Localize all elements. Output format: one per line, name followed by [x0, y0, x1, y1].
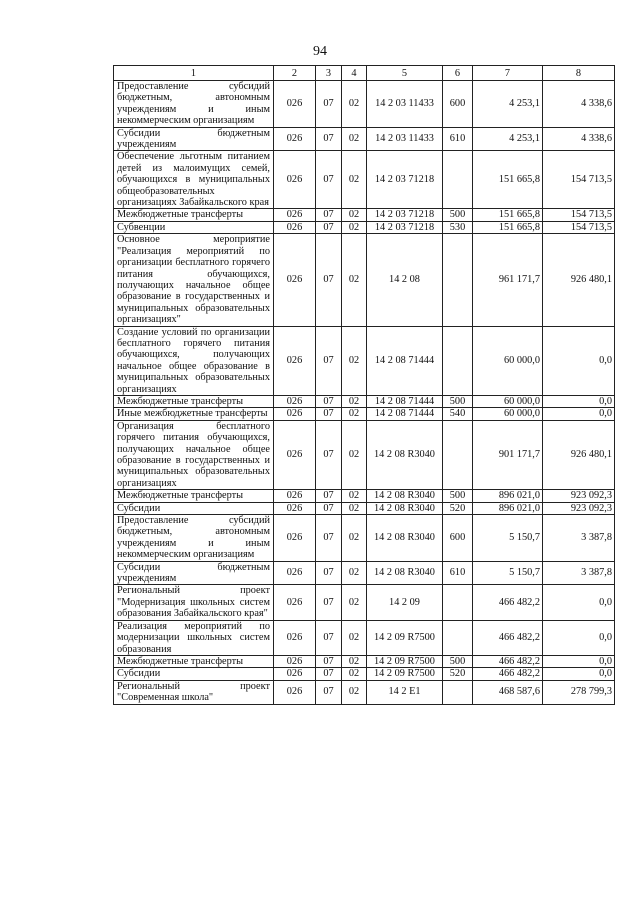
row-expense-type-cell: 500: [443, 395, 473, 407]
row-code-cell: 026: [274, 420, 316, 489]
row-target-article-cell: 14 2 03 71218: [367, 221, 443, 233]
row-amount-2-cell: 154 713,5: [543, 209, 615, 221]
row-target-article-cell: 14 2 08 R3040: [367, 502, 443, 514]
row-amount-1-cell: 5 150,7: [473, 515, 543, 562]
row-section-cell: 07: [316, 420, 342, 489]
row-expense-type-cell: [443, 420, 473, 489]
row-subsection-cell: 02: [342, 81, 367, 128]
row-subsection-cell: 02: [342, 420, 367, 489]
row-subsection-cell: 02: [342, 151, 367, 209]
row-section-cell: 07: [316, 620, 342, 655]
row-name-cell: Предоставление субсидий бюджетным, автономным учреждениям и иным некоммерческим организациям: [114, 515, 274, 562]
row-target-article-cell: 14 2 09: [367, 585, 443, 620]
row-section-cell: 07: [316, 502, 342, 514]
row-expense-type-cell: 530: [443, 221, 473, 233]
header-cell: 5: [367, 66, 443, 81]
row-expense-type-cell: [443, 151, 473, 209]
row-amount-1-cell: 901 171,7: [473, 420, 543, 489]
header-cell: 2: [274, 66, 316, 81]
row-amount-1-cell: 151 665,8: [473, 151, 543, 209]
table-row: [114, 209, 615, 221]
row-target-article-cell: 14 2 03 71218: [367, 209, 443, 221]
table-row: [114, 561, 615, 585]
row-section-cell: 07: [316, 209, 342, 221]
row-subsection-cell: 02: [342, 395, 367, 407]
row-amount-2-cell: 3 387,8: [543, 515, 615, 562]
row-target-article-cell: 14 2 03 11433: [367, 127, 443, 151]
row-section-cell: 07: [316, 326, 342, 395]
row-name-cell: Субвенции: [114, 221, 274, 233]
row-amount-2-cell: 0,0: [543, 620, 615, 655]
row-expense-type-cell: 500: [443, 655, 473, 667]
row-code-cell: 026: [274, 395, 316, 407]
row-amount-2-cell: 0,0: [543, 408, 615, 420]
row-amount-1-cell: 468 587,6: [473, 680, 543, 704]
row-name-cell: Субсидии бюджетным учреждениям: [114, 561, 274, 585]
row-expense-type-cell: [443, 234, 473, 326]
row-code-cell: 026: [274, 561, 316, 585]
row-amount-1-cell: 466 482,2: [473, 620, 543, 655]
table-row: [114, 502, 615, 514]
row-code-cell: 026: [274, 209, 316, 221]
row-amount-1-cell: 896 021,0: [473, 490, 543, 502]
row-amount-2-cell: 0,0: [543, 326, 615, 395]
row-section-cell: 07: [316, 668, 342, 680]
row-amount-2-cell: 278 799,3: [543, 680, 615, 704]
row-target-article-cell: 14 2 03 71218: [367, 151, 443, 209]
row-target-article-cell: 14 2 08: [367, 234, 443, 326]
row-subsection-cell: 02: [342, 515, 367, 562]
row-subsection-cell: 02: [342, 221, 367, 233]
row-subsection-cell: 02: [342, 408, 367, 420]
table-header-row: [114, 66, 615, 81]
row-expense-type-cell: [443, 680, 473, 704]
row-name-cell: Региональный проект "Современная школа": [114, 680, 274, 704]
header-cell: 3: [316, 66, 342, 81]
row-expense-type-cell: 600: [443, 515, 473, 562]
header-cell: 7: [473, 66, 543, 81]
table-row: [114, 585, 615, 620]
row-amount-1-cell: 961 171,7: [473, 234, 543, 326]
row-section-cell: 07: [316, 81, 342, 128]
page-number: 94: [313, 44, 327, 59]
row-amount-1-cell: 466 482,2: [473, 585, 543, 620]
table-row: [114, 127, 615, 151]
row-amount-1-cell: 60 000,0: [473, 395, 543, 407]
row-amount-2-cell: 0,0: [543, 655, 615, 667]
row-amount-1-cell: 60 000,0: [473, 408, 543, 420]
row-name-cell: Межбюджетные трансферты: [114, 395, 274, 407]
row-expense-type-cell: 610: [443, 561, 473, 585]
row-section-cell: 07: [316, 127, 342, 151]
row-code-cell: 026: [274, 81, 316, 128]
row-amount-1-cell: 4 253,1: [473, 127, 543, 151]
row-subsection-cell: 02: [342, 585, 367, 620]
row-code-cell: 026: [274, 680, 316, 704]
table-row: [114, 668, 615, 680]
row-code-cell: 026: [274, 620, 316, 655]
row-name-cell: Обеспечение льготным питанием детей из малоимущих семей, обучающихся в муниципальных общеобразовательных организациях Забайкальского края: [114, 151, 274, 209]
row-code-cell: 026: [274, 668, 316, 680]
table-row: [114, 81, 615, 128]
row-target-article-cell: 14 2 08 71444: [367, 326, 443, 395]
row-amount-1-cell: 151 665,8: [473, 209, 543, 221]
row-target-article-cell: 14 2 08 71444: [367, 408, 443, 420]
row-name-cell: Иные межбюджетные трансферты: [114, 408, 274, 420]
row-name-cell: Региональный проект "Модернизация школьных систем образования Забайкальского края": [114, 585, 274, 620]
row-target-article-cell: 14 2 09 R7500: [367, 668, 443, 680]
row-amount-2-cell: 3 387,8: [543, 561, 615, 585]
table-row: [114, 221, 615, 233]
row-subsection-cell: 02: [342, 326, 367, 395]
row-target-article-cell: 14 2 09 R7500: [367, 655, 443, 667]
row-section-cell: 07: [316, 221, 342, 233]
table-row: [114, 326, 615, 395]
row-amount-1-cell: 4 253,1: [473, 81, 543, 128]
row-code-cell: 026: [274, 585, 316, 620]
row-amount-2-cell: 0,0: [543, 668, 615, 680]
row-name-cell: Создание условий по организации бесплатного горячего питания обучающихся, получающих начальное общее образование в муниципальных образовательных организациях: [114, 326, 274, 395]
table-row: [114, 234, 615, 326]
row-subsection-cell: 02: [342, 668, 367, 680]
row-subsection-cell: 02: [342, 234, 367, 326]
row-expense-type-cell: 610: [443, 127, 473, 151]
header-cell: 1: [114, 66, 274, 81]
row-code-cell: 026: [274, 326, 316, 395]
row-subsection-cell: 02: [342, 127, 367, 151]
row-amount-2-cell: 154 713,5: [543, 151, 615, 209]
row-target-article-cell: 14 2 09 R7500: [367, 620, 443, 655]
table-row: [114, 395, 615, 407]
row-name-cell: Межбюджетные трансферты: [114, 655, 274, 667]
row-section-cell: 07: [316, 408, 342, 420]
row-amount-2-cell: 0,0: [543, 395, 615, 407]
row-amount-2-cell: 154 713,5: [543, 221, 615, 233]
row-amount-2-cell: 4 338,6: [543, 81, 615, 128]
row-name-cell: Предоставление субсидий бюджетным, автономным учреждениям и иным некоммерческим организациям: [114, 81, 274, 128]
table-row: [114, 151, 615, 209]
table-row: [114, 620, 615, 655]
row-section-cell: 07: [316, 515, 342, 562]
row-name-cell: Субсидии бюджетным учреждениям: [114, 127, 274, 151]
row-section-cell: 07: [316, 655, 342, 667]
row-name-cell: Реализация мероприятий по модернизации школьных систем образования: [114, 620, 274, 655]
row-code-cell: 026: [274, 127, 316, 151]
row-amount-1-cell: 466 482,2: [473, 668, 543, 680]
row-name-cell: Субсидии: [114, 502, 274, 514]
row-amount-1-cell: 896 021,0: [473, 502, 543, 514]
row-target-article-cell: 14 2 08 R3040: [367, 420, 443, 489]
row-subsection-cell: 02: [342, 502, 367, 514]
row-code-cell: 026: [274, 515, 316, 562]
row-amount-2-cell: 4 338,6: [543, 127, 615, 151]
row-code-cell: 026: [274, 655, 316, 667]
budget-table: [113, 65, 615, 705]
row-amount-2-cell: 926 480,1: [543, 420, 615, 489]
row-section-cell: 07: [316, 395, 342, 407]
row-target-article-cell: 14 2 08 71444: [367, 395, 443, 407]
row-target-article-cell: 14 2 03 11433: [367, 81, 443, 128]
table-row: [114, 680, 615, 704]
row-section-cell: 07: [316, 561, 342, 585]
row-amount-2-cell: 923 092,3: [543, 490, 615, 502]
row-section-cell: 07: [316, 585, 342, 620]
row-subsection-cell: 02: [342, 620, 367, 655]
table-row: [114, 655, 615, 667]
row-amount-1-cell: 5 150,7: [473, 561, 543, 585]
row-expense-type-cell: 600: [443, 81, 473, 128]
row-expense-type-cell: 540: [443, 408, 473, 420]
row-subsection-cell: 02: [342, 490, 367, 502]
table-row: [114, 515, 615, 562]
row-section-cell: 07: [316, 151, 342, 209]
row-subsection-cell: 02: [342, 561, 367, 585]
row-expense-type-cell: [443, 620, 473, 655]
table-row: [114, 408, 615, 420]
row-name-cell: Основное мероприятие "Реализация мероприятий по организации бесплатного горячего питания обучающихся, получающих начальное общее образование в государственных и муниципальных образовательных организациях": [114, 234, 274, 326]
row-name-cell: Организация бесплатного горячего питания обучающихся, получающих начальное общее образование в государственных и муниципальных образовательных организациях: [114, 420, 274, 489]
row-amount-2-cell: 926 480,1: [543, 234, 615, 326]
row-target-article-cell: 14 2 08 R3040: [367, 515, 443, 562]
table-row: [114, 490, 615, 502]
row-name-cell: Межбюджетные трансферты: [114, 490, 274, 502]
row-code-cell: 026: [274, 502, 316, 514]
row-expense-type-cell: 520: [443, 668, 473, 680]
row-section-cell: 07: [316, 490, 342, 502]
row-subsection-cell: 02: [342, 655, 367, 667]
row-code-cell: 026: [274, 151, 316, 209]
header-cell: 8: [543, 66, 615, 81]
row-amount-1-cell: 466 482,2: [473, 655, 543, 667]
row-amount-2-cell: 0,0: [543, 585, 615, 620]
row-expense-type-cell: 500: [443, 209, 473, 221]
header-cell: 6: [443, 66, 473, 81]
row-amount-1-cell: 60 000,0: [473, 326, 543, 395]
row-target-article-cell: 14 2 E1: [367, 680, 443, 704]
row-section-cell: 07: [316, 234, 342, 326]
row-expense-type-cell: 520: [443, 502, 473, 514]
row-code-cell: 026: [274, 490, 316, 502]
header-cell: 4: [342, 66, 367, 81]
table-row: [114, 420, 615, 489]
row-code-cell: 026: [274, 408, 316, 420]
row-expense-type-cell: [443, 326, 473, 395]
row-name-cell: Межбюджетные трансферты: [114, 209, 274, 221]
row-subsection-cell: 02: [342, 680, 367, 704]
row-amount-1-cell: 151 665,8: [473, 221, 543, 233]
row-expense-type-cell: 500: [443, 490, 473, 502]
row-target-article-cell: 14 2 08 R3040: [367, 561, 443, 585]
row-code-cell: 026: [274, 234, 316, 326]
row-target-article-cell: 14 2 08 R3040: [367, 490, 443, 502]
row-amount-2-cell: 923 092,3: [543, 502, 615, 514]
row-code-cell: 026: [274, 221, 316, 233]
row-name-cell: Субсидии: [114, 668, 274, 680]
row-subsection-cell: 02: [342, 209, 367, 221]
row-section-cell: 07: [316, 680, 342, 704]
row-expense-type-cell: [443, 585, 473, 620]
